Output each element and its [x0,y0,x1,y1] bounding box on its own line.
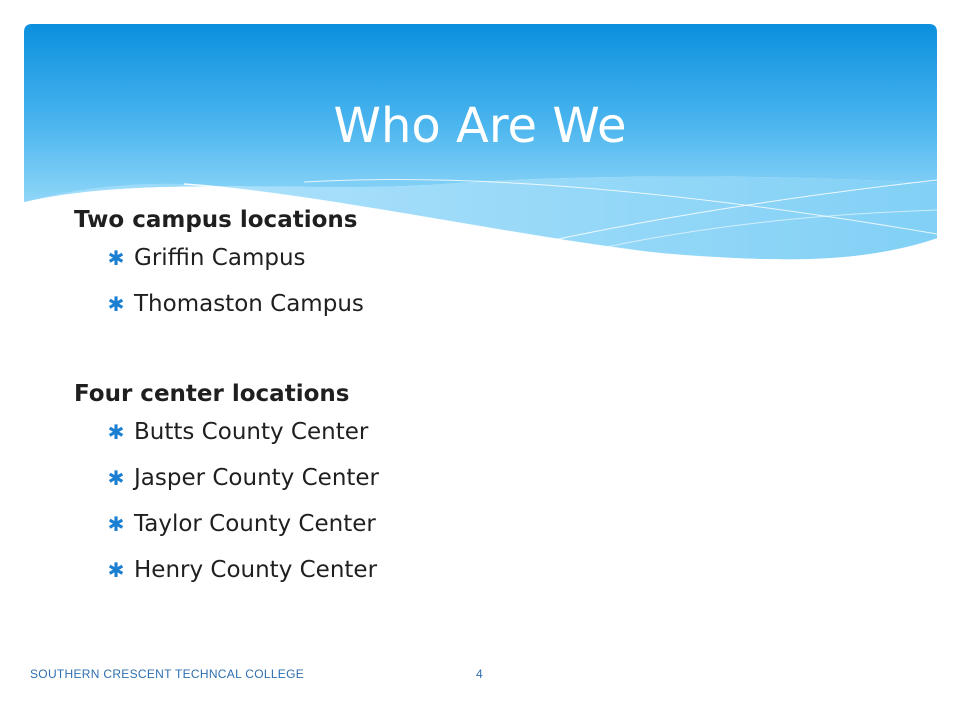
asterisk-icon: ✱ [107,466,125,490]
asterisk-icon: ✱ [107,558,125,582]
list-item-label: Thomaston Campus [134,291,364,317]
center-list [74,417,794,601]
footer-organization: SOUTHERN CRESCENT TECHNCAL COLLEGE [30,667,305,681]
list-item [74,509,794,555]
section-spacer [74,335,794,379]
list-item [74,463,794,509]
list-item-label: Griffin Campus [134,245,306,271]
campus-list [74,243,794,335]
list-item [74,555,794,601]
slide-title: Who Are We [333,98,627,154]
list-item-label: Jasper County Center [134,465,380,491]
asterisk-icon: ✱ [107,292,125,316]
list-item [74,417,794,463]
page-number: 4 [476,667,483,681]
list-item-label: Taylor County Center [134,511,376,537]
asterisk-icon: ✱ [107,246,125,270]
section-heading-centers: Four center locations [74,381,350,407]
slide-body [74,205,794,601]
asterisk-icon: ✱ [107,512,125,536]
section-heading-campus: Two campus locations [74,207,358,233]
list-item [74,289,794,335]
list-item [74,243,794,289]
list-item-label: Butts County Center [134,419,369,445]
asterisk-icon: ✱ [107,420,125,444]
list-item-label: Henry County Center [134,557,378,583]
